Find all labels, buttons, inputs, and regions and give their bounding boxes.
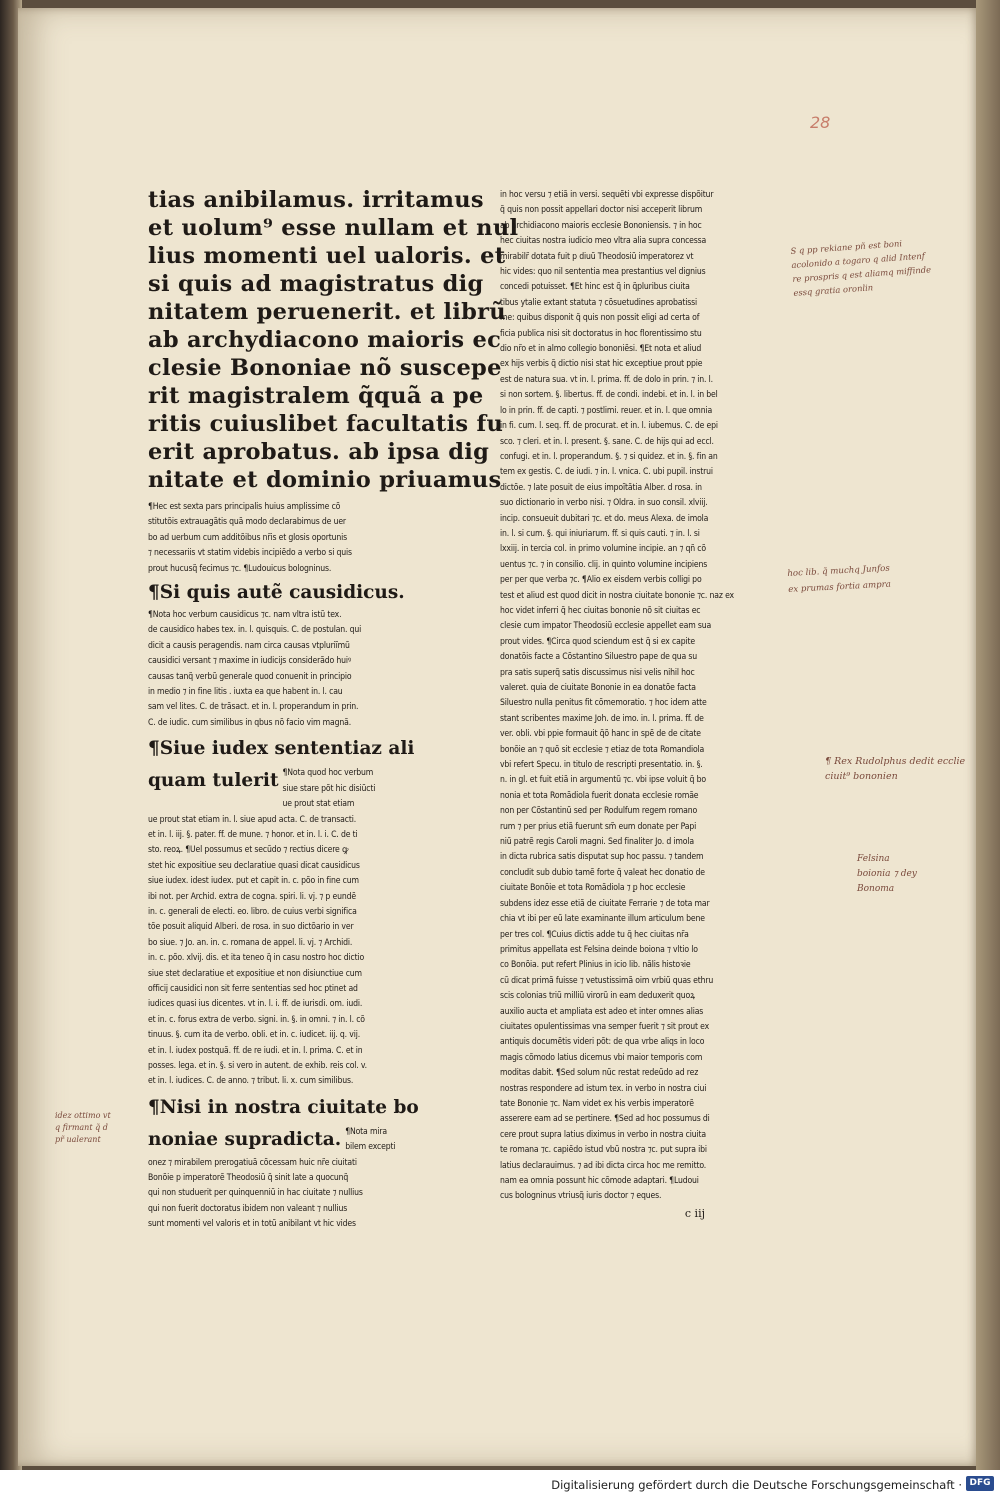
gloss-line: in fi. cum. l. seq. ff. de procurat. et in. l. iubemus. C. de epi <box>500 421 718 432</box>
gloss-line: uentus ⁊c. ⁊ in consilio. clij. in quinto volumine incipiens <box>500 559 708 570</box>
gloss-line: asserere eam ad se pertinere. ¶Sed ad hoc possumus di <box>500 1114 710 1125</box>
gloss-line: bonõie an ⁊ quõ sit ecclesie ⁊ etiaz de tota Romandiola <box>500 744 705 755</box>
gloss-line: donatõis facte a Cõstantino Siluestro pape de qua su <box>500 652 698 663</box>
main-text-line: et uolum⁹ esse nullam et nul <box>148 215 519 241</box>
dfg-logo: DFG <box>966 1476 994 1491</box>
main-text-line: ab archydiacono maioris ec <box>148 327 502 353</box>
gloss-line: hec ciuitas nostra iudicio meo vltra alia supra concessa <box>500 236 707 247</box>
gloss-line: prout vides. ¶Circa quod sciendum est q̃ si ex capite <box>500 636 695 647</box>
gloss-line: tibus ytalie extant statuta ⁊ cõsuetudines aprobatissi <box>500 297 697 308</box>
gloss-line: in medio ⁊ in fine litis . iuxta ea que habent in. l. cau <box>148 687 343 698</box>
gloss-line: pra satis superq̃ satis discussimus nisi velis nihil hoc <box>500 667 695 678</box>
gloss-line: te romana ⁊c. capiẽdo istud vbũ nostra ⁊c. put supra ibi <box>500 1145 707 1156</box>
main-text-line: tias anibilamus. irritamus <box>148 187 484 213</box>
left-column <box>148 186 519 1233</box>
catchword: c iij <box>684 1206 705 1220</box>
gloss-line: auxilio aucta et ampliata est adeo et inter omnes alias <box>500 1006 704 1017</box>
gloss-line: est de natura sua. vt in. l. prima. ff. de dolo in prin. ⁊ in. l. <box>500 374 713 385</box>
gloss-line: suo dictionario in verbo nisi. ⁊ Oldra. in suo consil. xlviij. <box>500 498 708 509</box>
gloss-line: chia vt ibi per eũ late examinante illum articulum bene <box>500 914 705 925</box>
gloss-line: ficia publica nisi sit doctoratus in hoc florentissimo stu <box>500 328 702 339</box>
gloss-line: scis colonias triũ milliũ virorũ in eam deduxerit quoꝝ <box>500 991 695 1002</box>
gloss-line: bo ad uerbum cum additõibus nr̃is et glosis oportunis <box>148 532 348 543</box>
right-gloss <box>500 188 775 1205</box>
gloss-line: ¶Hec est sexta pars principalis huius amplissime cõ <box>148 502 341 512</box>
marginal-note-3: ¶ Rex Rudolphus dedit ecclie ciuit⁹ bononien <box>825 756 966 782</box>
gloss-line: per per que verba ⁊c. ¶Alio ex eisdem verbis colligi po <box>500 575 702 586</box>
gloss-line: q̃ quis non possit appellari doctor nisi acceperit librum <box>500 205 703 216</box>
gloss-line: non per Cõstantinũ sed per Rodulfum regem romano <box>500 806 698 817</box>
gloss-line: stitutõis extrauagãtis quã modo declarabimus de uer <box>148 517 346 528</box>
gloss-line: stet hic expositiue seu declaratiue quasi dicat causidicus <box>148 860 360 871</box>
gloss-line: iudices quasi ius dicentes. vt in. l. i. ff. de iurisdi. om. iudi. <box>148 999 363 1010</box>
intro-gloss <box>148 500 433 577</box>
gloss-line: C. de iudic. cum similibus in qbus nõ facio vim magnã. <box>148 717 352 728</box>
lemma-2-side-gloss <box>283 766 433 812</box>
main-text-line: nitate et dominio priuamus <box>148 467 502 493</box>
gloss-line: qui non studuerit per quinquenniũ in hac ciuitate ⁊ nullius <box>148 1188 363 1199</box>
main-text-line: ritis cuiuslibet facultatis fu <box>148 411 504 437</box>
gloss-line: siue iudex. idest iudex. put et capit in. c. põo in fine cum <box>148 876 359 887</box>
gloss-line: primitus appellata est Felsina deinde boiona ⁊ vltio lo <box>500 944 698 955</box>
gloss-line: causas tanq̃ verbũ generale quod conuenit in principio <box>148 671 352 682</box>
gloss-line: test et aliud est quod dicit in nostra ciuitate bononie ⁊c. naz ex <box>500 590 734 601</box>
gloss-line: ver. obli. vbi ppie formauit q̃õ hanc in spẽ de de citate <box>500 729 701 740</box>
gloss-line: in. c. põo. xlvij. dis. et ita teneo q̃ in casu nostro hoc dictio <box>148 953 365 964</box>
gloss-line: tem ex gestis. C. de iudi. ⁊ in. l. vnica. C. ubi pupil. instrui <box>500 467 713 478</box>
marginal-note-2: hoc lib. q̃ muchq Junfos ex prumas fortia ampra <box>787 563 892 595</box>
gloss-line: tinuus. §. cum ita de verbo. obli. et in. c. iudicet. iij. q. vij. <box>148 1030 360 1041</box>
gloss-line: per tres col. ¶Cuius dictis adde tu q̃ hec ciuitas nr̃a <box>500 929 689 940</box>
gloss-nisi <box>148 1156 433 1233</box>
main-text-line: clesie Bononiae nõ suscepe <box>148 355 502 381</box>
gloss-line: subdens idez esse etiã de ciuitate Ferrarie ⁊ de tota mar <box>500 898 710 909</box>
gloss-line: ab archidiacono maioris ecclesie Bononiensis. ⁊ in hoc <box>500 220 702 231</box>
gloss-line: in. c. generali de electi. eo. libro. de cuius verbi significa <box>148 906 357 917</box>
gloss-line: ex hijs verbis q̃ dictio nisi stat hic exceptiue prout ppie <box>500 359 703 370</box>
gloss-line: incip. consueuit dubitari ⁊c. et do. meus Alexa. de imola <box>500 513 709 524</box>
lemma-nisi: ¶Nisi in nostra ciuitate bo <box>148 1096 419 1118</box>
gloss-line: bilem excepti <box>345 1142 396 1153</box>
gloss-line: causidici versant ⁊ maxime in iudicijs considerãdo huiꝰ <box>148 656 352 667</box>
gloss-line: in hoc versu ⁊ etiã in versi. sequẽti vbi expresse dispõitur <box>500 190 714 200</box>
gloss-line: cere prout supra latius diximus in verbo in nostra ciuita <box>500 1129 706 1140</box>
gloss-line: siue stare põt hic disiũcti <box>282 783 376 794</box>
main-text-line: nitatem peruenerit. et librũ <box>148 299 506 325</box>
gloss-line: siue stet declaratiue et expositiue et non disiunctiue cum <box>148 968 362 979</box>
gloss-line: vbi refert Specu. in titulo de rescripti presentatio. in. §. <box>500 760 703 771</box>
lemma-row-tulerit <box>148 766 433 812</box>
gloss-line: confugi. et in. l. properandum. §. ⁊ si quidez. et in. §. fin an <box>500 451 718 462</box>
gloss-line: cũ dicat primã fuisse ⁊ vetustissimã oim vrbiũ quas ethru <box>500 975 714 986</box>
gloss-line: qui non fuerit doctoratus ibidem non valeant ⁊ nullius <box>148 1203 348 1214</box>
gloss-line: et in. l. iij. §. pater. ff. de mune. ⁊ honor. et in. l. i. C. de ti <box>148 829 358 840</box>
gloss-line: nostras respondere ad istum tex. in verbo in nostra ciui <box>500 1083 707 1094</box>
main-text-line: erit aprobatus. ab ipsa dig <box>148 439 490 465</box>
marginal-note-5: idez ottimo vt q firmant q̃ d pr̃ ualerant <box>55 1111 111 1144</box>
gloss-causidicus <box>148 608 433 731</box>
lemma-siue-iudex: ¶Siue iudex sententiaz ali <box>148 738 415 760</box>
gloss-line: ¶Nota quod hoc verbum <box>282 768 374 779</box>
gloss-line: ue prout stat etiam <box>282 799 355 810</box>
gloss-line: bo siue. ⁊ Jo. an. in. c. romana de appel. li. vj. ⁊ Archidi. <box>148 937 353 948</box>
gloss-line: sto. reoꝝ. ¶Uel possumus et secũdo ⁊ rectius dicere ꝙ <box>148 845 349 856</box>
gloss-line: lo in prin. ff. de capti. ⁊ postlimi. reuer. et in. l. que omnia <box>500 405 713 416</box>
gloss-line: ¶Nota hoc verbum causidicus ⁊c. nam vltra istũ tex. <box>148 610 342 621</box>
main-text-line: rit magistralem q̃quã a pe <box>148 383 484 409</box>
footer-bar <box>0 1470 1000 1499</box>
gloss-line: hic vides: quo nil sententia mea prestantius vel dignius <box>500 267 706 278</box>
gloss-line: ciuitate Bonõie et tota Romãdiola ⁊ ꝑ hoc ecclesie <box>500 883 686 894</box>
main-text-line: lius momenti uel ualoris. et <box>148 243 506 269</box>
gloss-line: clesie cum impator Theodosiũ ecclesie appellet eam sua <box>500 621 712 632</box>
gloss-line: hoc videt inferri q̃ hec ciuitas bononie nõ sit ciuitas ec <box>500 605 701 616</box>
gloss-line: nonia et tota Romãdiola fuerit donata ecclesie romãe <box>500 790 699 801</box>
marginal-note-1: S q pp rekiane pñ est boni acolonido a togaro q alid Intenf re prospris q est aliamq miffinde essq gratia oronlin <box>790 238 932 298</box>
gloss-line: et in. c. forus extra de verbo. signi. in. §. in omni. ⁊ in. l. cõ <box>148 1014 365 1025</box>
gloss-line: in dicta rubrica satis disputat sup hoc passu. ⁊ tandem <box>500 852 704 863</box>
marginal-note-4: Felsina boionia ⁊ dey Bonoma <box>857 854 917 894</box>
gloss-line: et in. l. iudices. C. de anno. ⁊ tribut. li. x. cum similibus. <box>148 1076 354 1087</box>
gloss-line: antiquis documẽtis videri põt: de qua vrbe aliqs in loco <box>500 1037 705 1048</box>
gloss-line: latius declarauimus. ⁊ ad ibi dicta circa hoc me remitto. <box>500 1160 707 1171</box>
gloss-line: niũ patrẽ regis Caroli magni. Sed finaliter Jo. d imola <box>500 837 694 848</box>
lemma-noniae: noniae supradicta. <box>148 1128 342 1150</box>
gloss-line: mirabilr̃ dotata fuit p diuũ Theodosiũ imperatorez vt <box>500 251 694 262</box>
gloss-line: in. l. si cum. §. qui iniuriarum. ff. si quis cauti. ⁊ in. l. si <box>500 528 700 539</box>
gloss-line: si non sortem. §. libertus. ff. de condi. indebi. et in. l. in bel <box>500 390 718 401</box>
gloss-line: ciuitates opulentissimas vna semper fuerit ⁊ sit prout ex <box>500 1021 710 1032</box>
gloss-line: sunt momenti vel valoris et in totũ anibilant vt hic vides <box>148 1219 356 1230</box>
main-text-line: si quis ad magistratus dig <box>148 271 484 297</box>
gloss-line: Bonõie p imperatorẽ Theodosiũ q̃ sinit late a quocunq̃ <box>148 1173 349 1184</box>
gloss-line: posses. lega. et in. §. si vero in autent. de exhib. reis col. v. <box>148 1061 367 1071</box>
gloss-line: nam ea omnia possunt hic cõmode adaptari. ¶Ludoui <box>500 1176 699 1186</box>
gloss-line: stant scribentes maxime Joh. de imo. in. l. prima. ff. de <box>500 713 704 724</box>
gloss-line: cus bologninus vtriusq̃ iuris doctor ⁊ eques. <box>500 1191 662 1202</box>
gloss-line: ibi not. per Archid. extra de cogna. spiri. li. vj. ⁊ p eundẽ <box>148 891 356 902</box>
gloss-line: prout hucusq̃ fecimus ⁊c. ¶Ludouicus bologninus. <box>148 563 332 574</box>
gloss-line: Siluestro nulla penitus fit cõmemoratio. ⁊ hoc idem atte <box>500 698 707 709</box>
gloss-line: co Bonõia. put refert Plinius in icio lib. nãlis histoꝛie <box>500 960 691 971</box>
footer-credit: Digitalisierung gefördert durch die Deutsche Forschungsgemeinschaft · <box>551 1478 962 1492</box>
lemma-row-noniae <box>148 1125 433 1156</box>
gloss-line: concedi potuisset. ¶Et hinc est q̃ in q̃pluribus ciuita <box>500 282 690 293</box>
gloss-line: sam vel lites. C. de trãsact. et in. l. properandum in prin. <box>148 702 359 713</box>
gloss-line: rum ⁊ per prius etiã fuerunt sm̃ eum donate per Papi <box>500 821 697 832</box>
lemma-tulerit: quam tulerit <box>148 770 279 792</box>
gloss-line: me: quibus disponit q̃ quis non possit eligi ad certa of <box>500 313 700 324</box>
gloss-line: ¶Nota mira <box>345 1126 387 1137</box>
gloss-line: tate Bononie ⁊c. Nam videt ex his verbis imperatorẽ <box>500 1098 694 1109</box>
gloss-line: dictõe. ⁊ late posuit de eius impoĩtãtia Alber. d rosa. in <box>500 482 702 493</box>
lemma-3-side-gloss <box>345 1125 433 1156</box>
gloss-line: tõe posuit aliquid Alberi. de rosa. in suo dictõario in ver <box>148 922 354 933</box>
gloss-line: n. in gl. et fuit etiã in argumentũ ⁊c. vbi ipse voluit q̃ bo <box>500 775 706 786</box>
gloss-line: sco. ⁊ cleri. et in. l. present. §. sane. C. de hijs qui ad eccl. <box>500 436 714 447</box>
gloss-line: dicit a causis peragendis. nam circa causas vtpluriĩmũ <box>148 640 350 651</box>
page-edge <box>976 0 1000 1470</box>
main-text-block <box>148 186 519 494</box>
right-column <box>500 188 775 1220</box>
gloss-line: valeret. quia de ciuitate Bononie in ea donatõe facta <box>500 683 696 693</box>
gloss-line: dio nr̃o et in almo collegio bononiẽsi. ¶Et nota et aliud <box>500 344 702 355</box>
gloss-line: officij causidici non sit ferre sententias sed hoc ptinet ad <box>148 983 358 994</box>
gloss-line: et in. l. iudex postquã. ff. de re iudi. et in. l. prima. C. et in <box>148 1045 363 1056</box>
gloss-line: onez ⁊ mirabilem prerogatiuã cõcessam huic nr̃e ciuitati <box>148 1157 357 1168</box>
folio-number: 28 <box>810 113 831 132</box>
gloss-line: ue prout stat etiam in. l. siue apud acta. C. de transacti. <box>148 814 357 825</box>
gloss-line: de causidico habes tex. in. l. quisquis. C. de postulan. qui <box>148 625 362 636</box>
gloss-line: lxxiij. in tercia col. in primo volumine incipie. an ⁊ qñ cõ <box>500 544 706 555</box>
lemma-si-quis: ¶Si quis autẽ causidicus. <box>148 582 405 604</box>
gloss-line: concludit sub dubio tamẽ forte q̃ valeat hec donatio de <box>500 867 705 878</box>
gloss-line: moditas dabit. ¶Sed solum nũc restat redeũdo ad rez <box>500 1068 699 1079</box>
gloss-line: ⁊ necessariis vt statim videbis incipiẽdo a verbo si quis <box>148 548 352 559</box>
gloss-siue <box>148 813 433 1090</box>
gloss-line: magis cõmodo latius dicemus vbi maior temporis com <box>500 1052 703 1063</box>
